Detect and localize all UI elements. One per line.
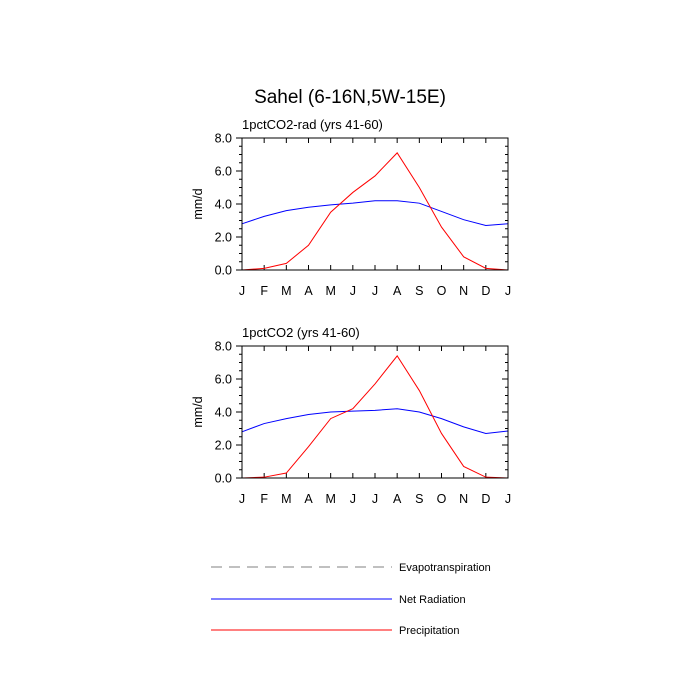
x-tick-label: O (436, 492, 447, 506)
legend (211, 562, 491, 637)
x-tick-label: A (304, 284, 313, 298)
x-tick-label: M (281, 284, 292, 298)
x-tick-label: N (459, 492, 469, 506)
x-tick-label: D (481, 284, 491, 298)
x-tick-label: M (281, 492, 292, 506)
y-tick-label: 8.0 (214, 131, 232, 146)
x-tick-label: D (481, 492, 491, 506)
plot-frame (242, 346, 508, 478)
x-tick-label: J (238, 284, 246, 298)
plot-frame (242, 138, 508, 270)
x-tick-label: S (415, 492, 424, 506)
x-tick-label: J (349, 284, 356, 298)
x-tick-label: M (325, 284, 336, 298)
figure-title: Sahel (6-16N,5W-15E) (254, 87, 446, 108)
x-tick-label: F (260, 492, 268, 506)
y-tick-label: 0.0 (214, 263, 232, 278)
y-tick-label: 0.0 (214, 471, 232, 486)
panel-subtitle: 1pctCO2-rad (yrs 41-60) (242, 117, 383, 132)
series-line-net-radiation (242, 409, 508, 434)
y-axis-label: mm/d (191, 396, 205, 428)
y-tick-label: 2.0 (214, 230, 232, 245)
x-tick-label: M (325, 492, 336, 506)
y-tick-label: 6.0 (214, 164, 232, 179)
y-tick-label: 2.0 (214, 438, 232, 453)
legend-label: Precipitation (399, 625, 460, 637)
series-line-net-radiation (242, 201, 508, 226)
x-tick-label: A (304, 492, 313, 506)
x-tick-label: J (371, 284, 379, 298)
x-tick-label: O (436, 284, 447, 298)
legend-label: Net Radiation (399, 594, 466, 606)
x-tick-label: A (392, 492, 402, 506)
series-line-precipitation (242, 356, 508, 478)
y-tick-label: 4.0 (214, 197, 232, 212)
y-axis-label: mm/d (191, 188, 205, 220)
legend-label: Evapotranspiration (399, 562, 491, 574)
x-tick-label: A (392, 284, 402, 298)
x-tick-label: S (415, 284, 424, 298)
x-tick-label: N (459, 284, 469, 298)
x-tick-label: F (260, 284, 268, 298)
y-tick-label: 8.0 (214, 339, 232, 354)
panel-subtitle: 1pctCO2 (yrs 41-60) (242, 325, 360, 340)
x-tick-label: J (349, 492, 356, 506)
x-tick-label: J (504, 284, 512, 298)
y-tick-label: 4.0 (214, 405, 232, 420)
chart-panel-1 (191, 117, 511, 298)
chart-panel-2 (191, 325, 511, 506)
x-tick-label: J (504, 492, 512, 506)
x-tick-label: J (238, 492, 246, 506)
y-tick-label: 6.0 (214, 372, 232, 387)
panels (191, 117, 511, 506)
x-tick-label: J (371, 492, 379, 506)
